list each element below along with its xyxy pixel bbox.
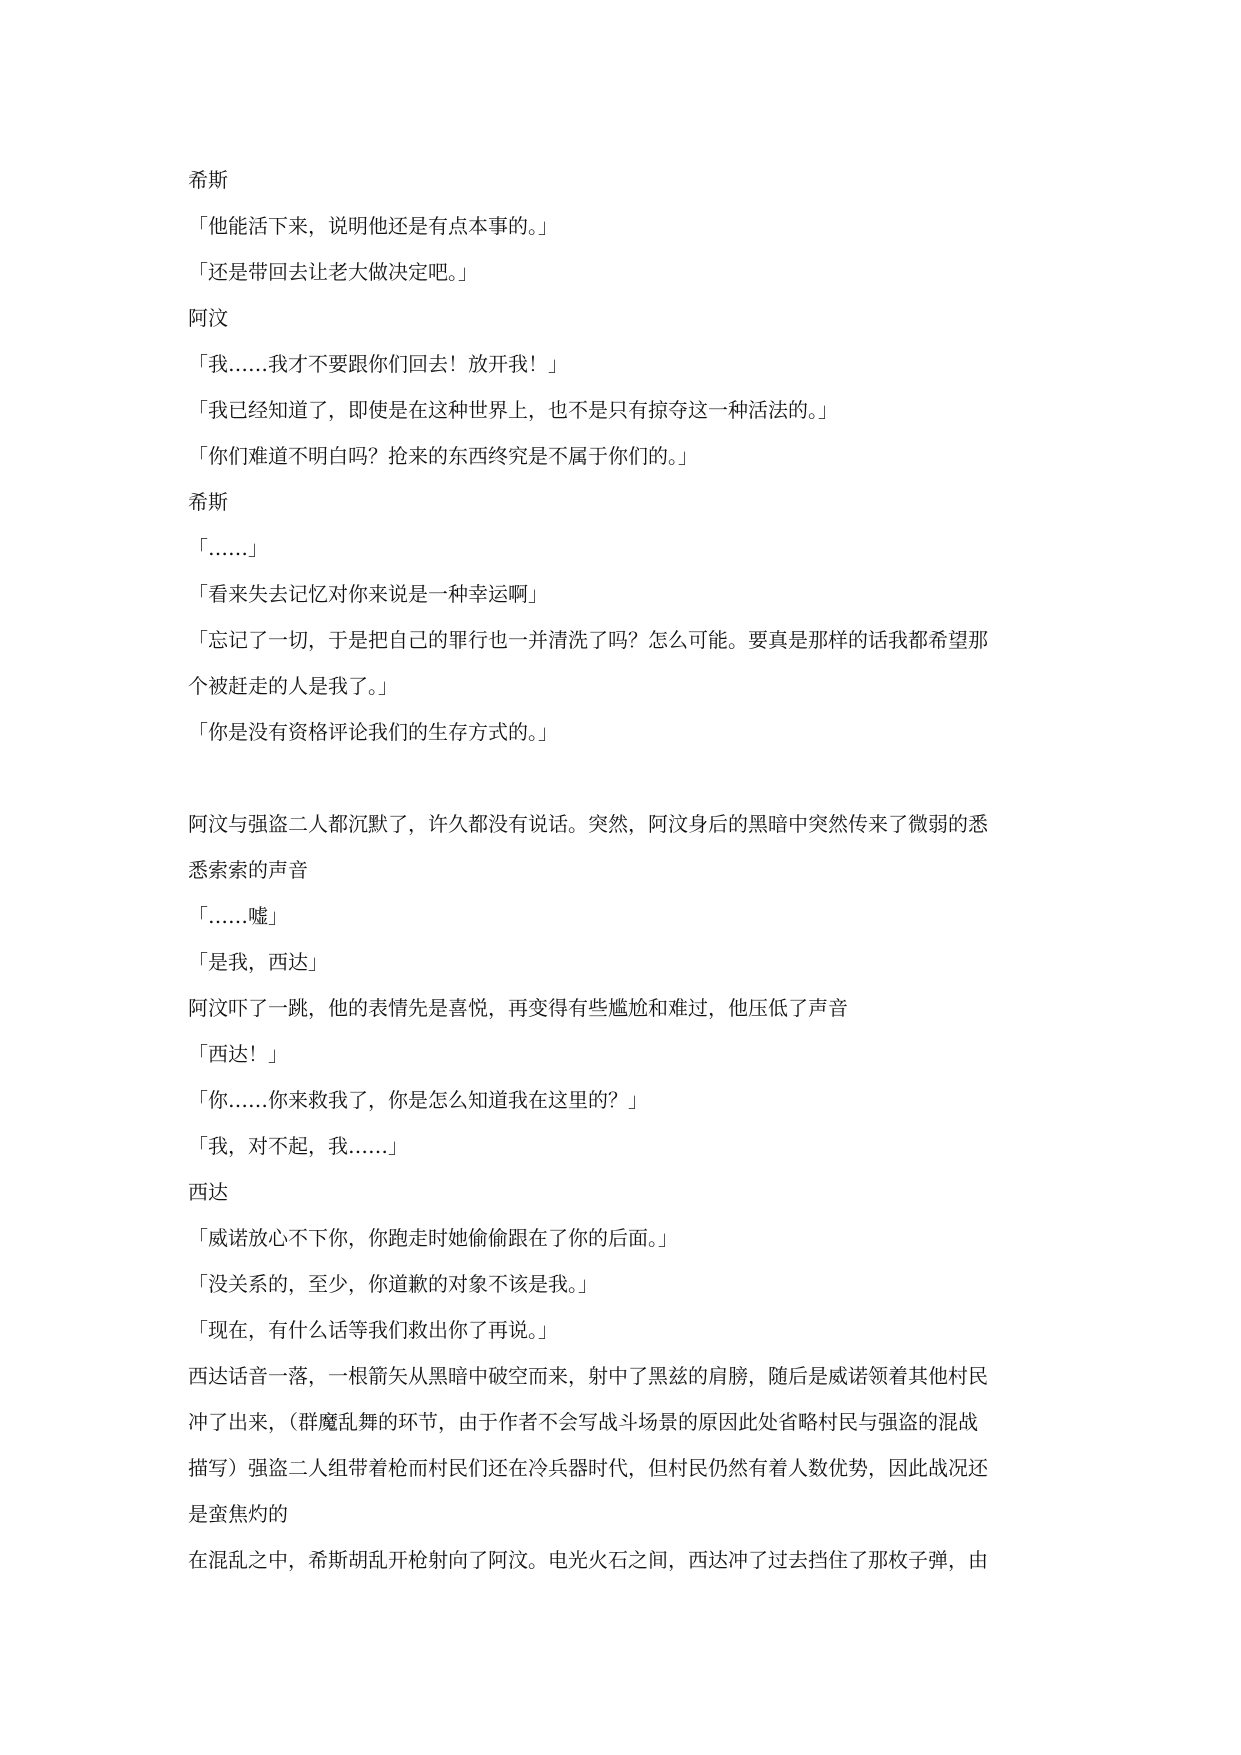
dialogue-line: 「没关系的，至少，你道歉的对象不该是我。」 (188, 1272, 598, 1296)
narration-line-continued: 是蛮焦灼的 (188, 1502, 288, 1526)
dialogue-line: 「是我，西达」 (188, 950, 328, 974)
narration-line-continued: 悉索索的声音 (188, 858, 308, 882)
dialogue-line: 「忘记了一切，于是把自己的罪行也一并清洗了吗？怎么可能。要真是那样的话我都希望那 (188, 628, 988, 652)
dialogue-line: 「他能活下来，说明他还是有点本事的。」 (188, 214, 558, 238)
document-body (188, 157, 1068, 1583)
dialogue-line-continued: 个被赶走的人是我了。」 (188, 674, 398, 698)
dialogue-line: 「你……你来救我了，你是怎么知道我在这里的？」 (188, 1088, 648, 1112)
narration-line: 在混乱之中，希斯胡乱开枪射向了阿汶。电光火石之间，西达冲了过去挡住了那枚子弹，由 (188, 1548, 988, 1572)
speaker-name: 希斯 (188, 168, 228, 192)
dialogue-line: 「你们难道不明白吗？抢来的东西终究是不属于你们的。」 (188, 444, 698, 468)
speaker-name: 西达 (188, 1180, 228, 1204)
dialogue-line: 「看来失去记忆对你来说是一种幸运啊」 (188, 582, 548, 606)
dialogue-line: 「……嘘」 (188, 904, 288, 928)
narration-line: 阿汶吓了一跳，他的表情先是喜悦，再变得有些尴尬和难过，他压低了声音 (188, 996, 848, 1020)
dialogue-line: 「威诺放心不下你，你跑走时她偷偷跟在了你的后面。」 (188, 1226, 678, 1250)
narration-line-continued: 冲了出来，（群魔乱舞的环节，由于作者不会写战斗场景的原因此处省略村民与强盗的混战 (188, 1410, 978, 1434)
dialogue-line: 「还是带回去让老大做决定吧。」 (188, 260, 478, 284)
dialogue-line: 「你是没有资格评论我们的生存方式的。」 (188, 720, 558, 744)
dialogue-line: 「我，对不起，我……」 (188, 1134, 408, 1158)
dialogue-line: 「我……我才不要跟你们回去！放开我！」 (188, 352, 568, 376)
narration-line: 西达话音一落，一根箭矢从黑暗中破空而来，射中了黑兹的肩膀，随后是威诺领着其他村民 (188, 1364, 988, 1388)
dialogue-line: 「现在，有什么话等我们救出你了再说。」 (188, 1318, 558, 1342)
narration-line: 阿汶与强盗二人都沉默了，许久都没有说话。突然，阿汶身后的黑暗中突然传来了微弱的悉 (188, 812, 988, 836)
dialogue-line: 「西达！」 (188, 1042, 288, 1066)
speaker-name: 阿汶 (188, 306, 228, 330)
speaker-name: 希斯 (188, 490, 228, 514)
dialogue-line: 「我已经知道了，即使是在这种世界上，也不是只有掠夺这一种活法的。」 (188, 398, 838, 422)
narration-line-continued: 描写）强盗二人组带着枪而村民们还在冷兵器时代，但村民仍然有着人数优势，因此战况还 (188, 1456, 988, 1480)
dialogue-line: 「……」 (188, 536, 268, 560)
